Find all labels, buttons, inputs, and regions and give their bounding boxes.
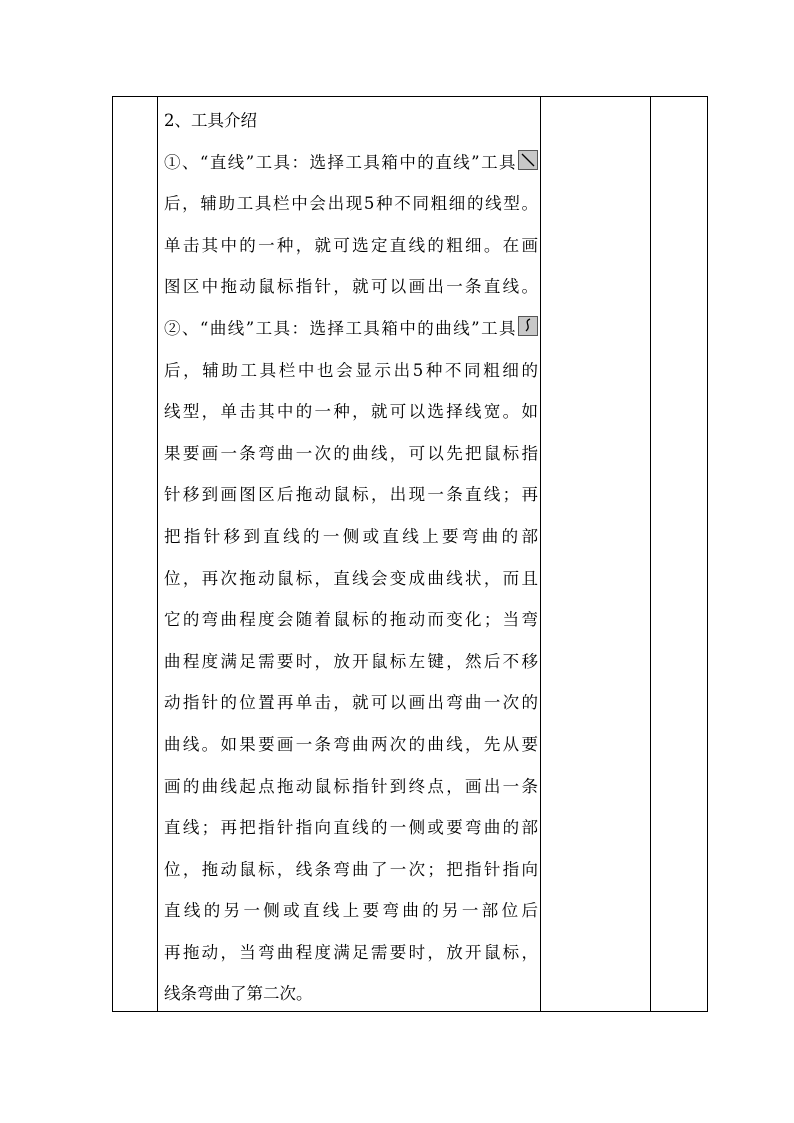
text-line: 后，辅助工具栏中也会显示出5种不同粗细的 [164, 360, 538, 380]
text-line: 曲线。如果要画一条弯曲两次的曲线，先从要 [164, 734, 538, 754]
line-tool-icon [518, 150, 538, 170]
text-line-content: ①、“直线”工具：选择工具箱中的直线”工具 [164, 152, 517, 172]
text-line [164, 142, 538, 184]
text-line: 位，拖动鼠标，线条弯曲了一次；把指针指向 [164, 859, 538, 879]
text-line: 图区中拖动鼠标指针，就可以画出一条直线。 [164, 277, 538, 297]
content-cell [164, 100, 538, 1015]
section-heading: 2、工具介绍 [164, 111, 257, 130]
text-line: 单击其中的一种，就可选定直线的粗细。在画 [164, 235, 538, 255]
text-line: 再拖动，当弯曲程度满足需要时，放开鼠标， [164, 942, 538, 962]
text-line: 曲程度满足需要时，放开鼠标左键，然后不移 [164, 651, 538, 671]
text-line: 直线的另一侧或直线上要弯曲的另一部位后 [164, 901, 538, 921]
text-line: 直线；再把指针指向直线的一侧或要弯曲的部 [164, 818, 538, 838]
text-line: 它的弯曲程度会随着鼠标的拖动而变化；当弯 [164, 610, 538, 630]
column-divider-2 [540, 97, 541, 1011]
text-line: 位，再次拖动鼠标，直线会变成曲线状，而且 [164, 568, 538, 588]
text-line: 把指针移到直线的一侧或直线上要弯曲的部 [164, 526, 538, 546]
text-line: 线型，单击其中的一种，就可以选择线宽。如 [164, 402, 538, 422]
text-line [164, 308, 538, 350]
text-line-content: ②、“曲线”工具：选择工具箱中的曲线”工具 [164, 318, 517, 338]
text-line: 动指针的位置再单击，就可以画出弯曲一次的 [164, 693, 538, 713]
text-line: 线条弯曲了第二次。 [164, 984, 313, 1004]
text-line: 后，辅助工具栏中会出现5种不同粗细的线型。 [164, 194, 538, 214]
text-line: 画的曲线起点拖动鼠标指针到终点，画出一条 [164, 776, 538, 796]
column-divider-3 [650, 97, 651, 1011]
curve-tool-icon [518, 316, 538, 336]
text-line: 果要画一条弯曲一次的曲线，可以先把鼠标指 [164, 443, 538, 463]
column-divider-1 [157, 97, 158, 1011]
text-line: 针移到画图区后拖动鼠标，出现一条直线；再 [164, 485, 538, 505]
